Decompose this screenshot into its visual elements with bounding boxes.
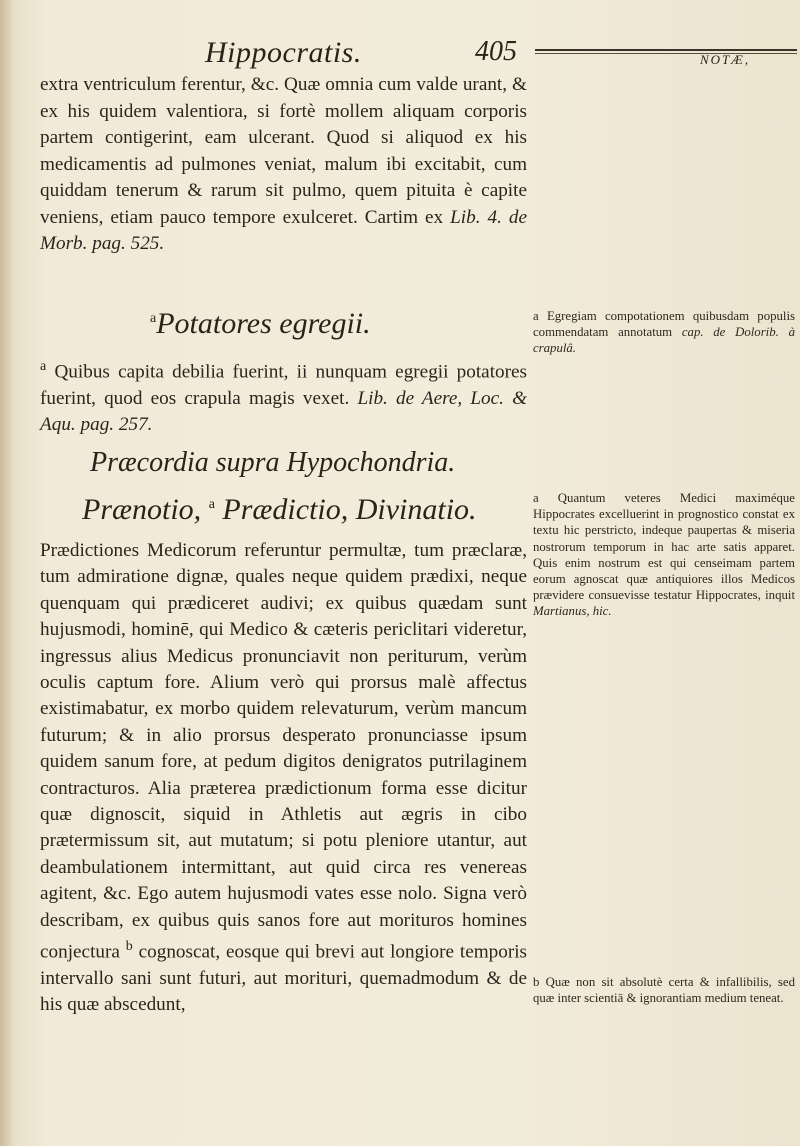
page-number: 405 — [475, 36, 517, 67]
heading-text-part2: Prædictio, Divinatio. — [222, 493, 477, 526]
text-block-potatores — [40, 354, 527, 439]
note-text: a Quantum veteres Medici maximéque Hippocrates excelluerint in prognostico constat ex textu hic perstricto, indeque paupertas & miseria nostrorum temporum in hac arte satis apparet. Quis enim nostrum est qui censeimam partem eorum agnoscat quæ antiquiores illos Medicos prævidere consuevisse testatur Hippocrates, inquit — [533, 491, 795, 603]
note-citation: Martianus, hic. — [533, 604, 612, 619]
paragraph-text: Quibus capita debilia fuerint, ii nunquam egregii potatores fuerint, quod eos crapula magis vexet. — [40, 361, 527, 409]
header-rule — [535, 49, 797, 51]
note-text: a Egregiam compotationem quibusdam populis commendatam annotatum — [533, 309, 795, 340]
heading-text: Potatores egregii. — [156, 307, 371, 340]
note-text: b Quæ non sit absolutè certa & infallibilis, sed quæ inter scientiā & ignorantiam medium teneat. — [533, 975, 795, 1006]
margin-note-a-potatores — [533, 308, 795, 357]
page-header — [0, 20, 800, 80]
paragraph-text-tail: cognoscat, eosque qui brevi aut longiore temporis intervallo sani sunt futuri, aut morituri, quemadmodum & de his quæ abscedunt, — [40, 941, 528, 1016]
heading-text-part1: Prænotio, — [82, 493, 202, 526]
paragraph-praenotio — [40, 538, 527, 1019]
note-citation: cap. de Dolorib. à crapulâ. — [533, 325, 795, 356]
source-reference: Lib. 4. de Morb. pag. 525. — [40, 206, 528, 254]
paragraph-text: extra ventriculum ferentur, &c. Quæ omnia cum valde urant, & ex his quidem valentiora, si fortè mollem aliquam corporis partem contigerint, eam ulcerant. Quod si aliquod ex his medicamentis ad pulmones veniat, malum ibi excitabit, cum quiddam tenerum & rarum sit pulmo, quem pituita è capite veniens, etiam pauco tempore exulceret. Cartim ex — [40, 74, 527, 228]
section-heading-potatores — [150, 302, 450, 341]
note-marker: a — [208, 497, 215, 512]
note-marker: a — [40, 359, 47, 374]
text-block-praenotio — [40, 538, 527, 1019]
paragraph-text: Prædictiones Medicorum referuntur permultæ, tum præclaræ, tum admiratione dignæ, quales neque quidem prædixi, neque quenquam qui prædiceret audivi; ex quibus quædam sunt hujusmodi, hominē, qui Medico & cæteris periclitari videretur, ingressus alius Medicus pronunciavit non periturum, verùm oculis captum fore. Alium verò qui prorsus malè affectus existimabatur, ex morbo quidem relevaturum, verùm mancum futurum; & in alio prorsus desperato pronunciasse ipsum quidem sanum fore, at pedum digitos denigratos putrilaginem contracturos. Alia præterea prædictionum forma esse dicitur quæ dignoscit, siquid in Athletis aut ægris in cibo prætermissum sit, aut mutatum; si potu pleniore utantur, aut deambulationem intermittant, aut quid circa res venereas agitent, &c. Ego autem hujusmodi vates esse nolo. Signa verò describam, ex quibus quis sanos fore aut morituros homines conjectura — [40, 540, 527, 963]
text-block-continuation — [40, 72, 527, 258]
section-heading-praenotio — [82, 488, 522, 527]
source-reference: Lib. de Aere, Loc. & Aqu. pag. 257. — [40, 387, 527, 436]
paragraph-continuation — [40, 72, 527, 258]
paragraph-potatores — [40, 354, 527, 439]
note-marker: a — [150, 311, 157, 326]
header-rule-thin — [535, 53, 797, 54]
margin-note-a-praenotio — [533, 490, 795, 620]
running-title: Hippocratis. — [205, 36, 362, 69]
page-spine-shadow — [0, 0, 14, 1146]
section-heading-praecordia — [90, 446, 510, 480]
notes-column-label: NOTÆ, — [700, 52, 751, 67]
margin-note-b — [533, 974, 795, 1006]
note-marker: b — [125, 939, 133, 955]
heading-text: Præcordia supra Hypochondria. — [90, 447, 456, 478]
